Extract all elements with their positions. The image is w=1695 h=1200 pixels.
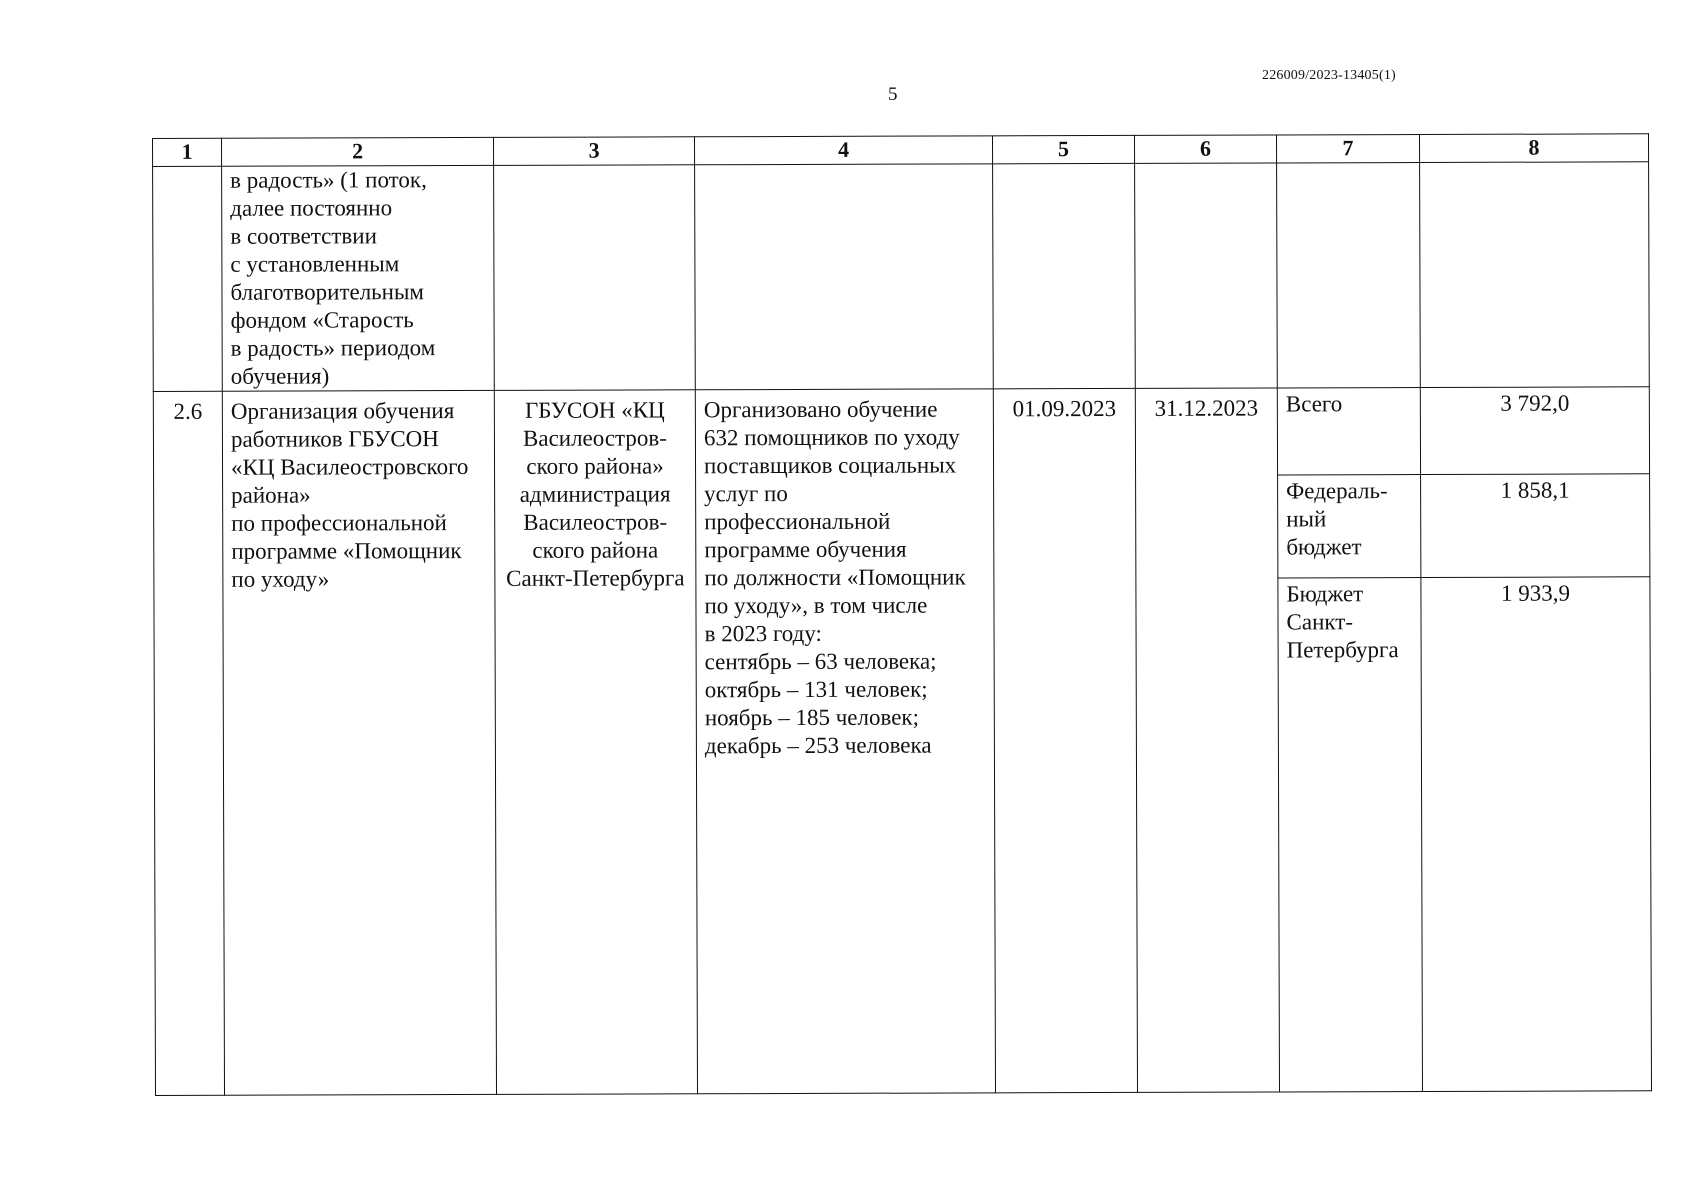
table-row (153, 387, 1649, 479)
column-number-header: 6 (1134, 135, 1276, 163)
empty-cell (1135, 163, 1278, 388)
column-number-header: 8 (1419, 134, 1648, 163)
funding-amount: 1 858,1 (1421, 474, 1650, 578)
empty-cell (494, 165, 696, 391)
item-executor: ГБУСОН «КЦ Василеостров- ского района» администрация Василеостров- ского района Санкт-Петербурга (494, 390, 697, 1095)
document-id: 226009/2023-13405(1) (1262, 68, 1396, 83)
empty-cell (695, 164, 994, 390)
item-result: Организовано обучение 632 помощников по уходу поставщиков социальных услуг по профессиональной программе обучения по должности «Помощник по уходу», в том числе в 2023 году: сентябрь – 63 человека; октябрь – 131 человек; ноябрь – 185 человек; декабрь – 253 человека (695, 389, 995, 1094)
plan-table (152, 133, 1652, 1096)
item-name: Организация обучения работников ГБУСОН «КЦ Василеостровского района» по профессиональной программе «Помощник по уходу» (222, 390, 496, 1095)
continuation-text: в радость» (1 поток, далее постоянно в соответствии с установленным благотворительным фондом «Старость в радость» периодом обучения) (222, 165, 495, 391)
column-number-header: 7 (1276, 135, 1419, 163)
empty-cell (993, 163, 1136, 388)
funding-source: Федераль- ный бюджет (1278, 475, 1421, 578)
funding-amount: 1 933,9 (1421, 577, 1652, 1092)
funding-source: Бюджет Санкт- Петербурга (1278, 578, 1423, 1092)
end-date: 31.12.2023 (1135, 388, 1279, 1092)
funding-source: Всего (1277, 388, 1420, 475)
column-number-header: 4 (694, 136, 992, 165)
column-number-header: 5 (992, 135, 1134, 163)
page-number: 5 (888, 84, 898, 105)
start-date: 01.09.2023 (993, 388, 1137, 1092)
column-number-header: 2 (222, 137, 494, 166)
item-number: 2.6 (153, 391, 224, 1095)
column-number-header: 3 (493, 137, 694, 166)
funding-amount: 3 792,0 (1420, 387, 1649, 475)
empty-cell (153, 166, 223, 391)
empty-cell (1420, 162, 1650, 388)
column-number-header: 1 (153, 138, 222, 166)
empty-cell (1277, 163, 1421, 388)
table-row (153, 162, 1650, 392)
